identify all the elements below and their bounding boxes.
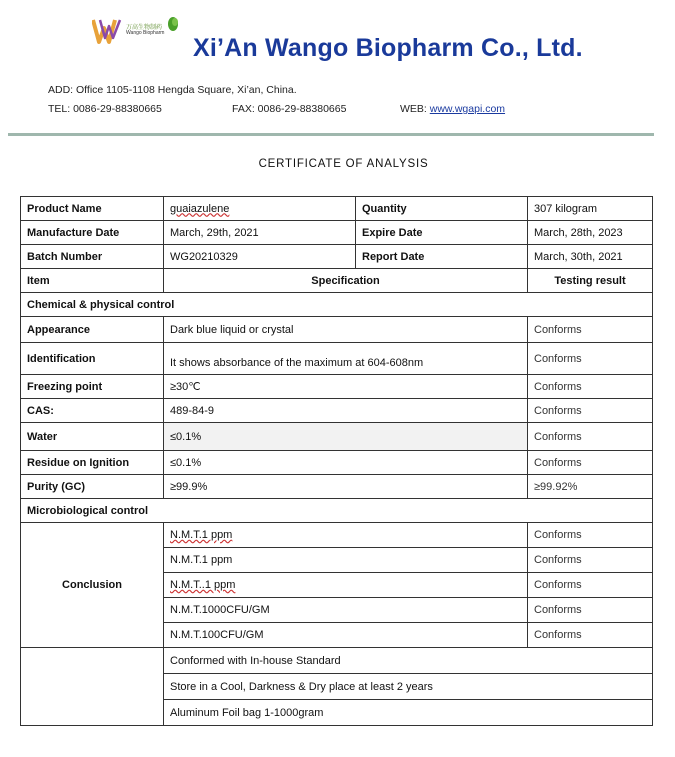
micro-spec: N.M.T..1 ppm	[164, 573, 528, 598]
product-name-label: Product Name	[21, 197, 164, 221]
appearance-spec: Dark blue liquid or crystal	[164, 317, 528, 343]
freezing-point-result: Conforms	[528, 375, 653, 399]
phone-number: TEL: 0086-29-88380665	[48, 103, 162, 115]
cas-result: Conforms	[528, 399, 653, 423]
micro-section-title: Microbiological control	[21, 499, 653, 523]
table-row	[21, 317, 653, 343]
water-label: Water	[21, 423, 164, 451]
certificate-title: CERTIFICATE OF ANALYSIS	[258, 158, 429, 170]
freezing-point-spec: ≥30℃	[164, 375, 528, 399]
water-result: Conforms	[528, 423, 653, 451]
table-row	[21, 423, 653, 451]
residue-on-ignition-result: Conforms	[528, 451, 653, 475]
packaging-note: Aluminum Foil bag 1-1000gram	[164, 700, 653, 726]
micro-result: Conforms	[528, 598, 653, 623]
conclusion-label: Conclusion	[21, 523, 164, 648]
micro-spec: N.M.T.1000CFU/GM	[164, 598, 528, 623]
purity-label: Purity (GC)	[21, 475, 164, 499]
quantity-label: Quantity	[356, 197, 528, 221]
table-row	[21, 700, 653, 726]
expire-date-label: Expire Date	[356, 221, 528, 245]
address-line: ADD: Office 1105-1108 Hengda Square, Xi’an, China.	[48, 84, 297, 96]
section-row	[21, 499, 653, 523]
company-logo	[92, 16, 182, 50]
appearance-label: Appearance	[21, 317, 164, 343]
residue-on-ignition-label: Residue on Ignition	[21, 451, 164, 475]
web-label: WEB:	[400, 103, 427, 115]
table-row	[21, 197, 653, 221]
expire-date-value: March, 28th, 2023	[528, 221, 653, 245]
table-row	[21, 399, 653, 423]
table-header-row	[21, 269, 653, 293]
micro-result: Conforms	[528, 573, 653, 598]
section-row	[21, 293, 653, 317]
manufacture-date-value: March, 29th, 2021	[164, 221, 356, 245]
quantity-value: 307 kilogram	[528, 197, 653, 221]
residue-on-ignition-spec: ≤0.1%	[164, 451, 528, 475]
identification-label: Identification	[21, 343, 164, 375]
cas-label: CAS:	[21, 399, 164, 423]
micro-result: Conforms	[528, 623, 653, 648]
micro-spec: N.M.T.1 ppm	[164, 523, 528, 548]
table-row	[21, 451, 653, 475]
cas-spec: 489-84-9	[164, 399, 528, 423]
company-name: Xi’An Wango Biopharm Co., Ltd.	[193, 34, 583, 62]
table-row	[21, 475, 653, 499]
storage-note: Store in a Cool, Darkness & Dry place at least 2 years	[164, 674, 653, 700]
chemical-section-title: Chemical & physical control	[21, 293, 653, 317]
micro-spec: N.M.T.100CFU/GM	[164, 623, 528, 648]
product-name-value: guaiazulene	[164, 197, 356, 221]
purity-spec: ≥99.9%	[164, 475, 528, 499]
blank-cell	[21, 648, 164, 674]
analysis-table	[20, 196, 653, 726]
appearance-result: Conforms	[528, 317, 653, 343]
identification-result: Conforms	[528, 343, 653, 375]
table-row	[21, 221, 653, 245]
batch-number-value: WG20210329	[164, 245, 356, 269]
website-link[interactable]: www.wgapi.com	[429, 103, 506, 115]
table-row	[21, 523, 653, 548]
batch-number-label: Batch Number	[21, 245, 164, 269]
identification-spec: It shows absorbance of the maximum at 604-608nm	[164, 343, 528, 375]
blank-cell	[21, 700, 164, 726]
specification-column-header: Specification	[164, 269, 528, 293]
micro-spec: N.M.T.1 ppm	[164, 548, 528, 573]
micro-result: Conforms	[528, 548, 653, 573]
report-date-label: Report Date	[356, 245, 528, 269]
item-column-header: Item	[21, 269, 164, 293]
table-row	[21, 245, 653, 269]
table-row	[21, 343, 653, 375]
manufacture-date-label: Manufacture Date	[21, 221, 164, 245]
website	[400, 103, 505, 115]
report-date-value: March, 30th, 2021	[528, 245, 653, 269]
purity-result: ≥99.92%	[528, 475, 653, 499]
header-divider	[8, 133, 654, 136]
logo-english-text: Wango Biopharm	[126, 30, 165, 36]
table-row	[21, 375, 653, 399]
logo-w-icon	[92, 16, 126, 46]
table-row	[21, 648, 653, 674]
micro-result: Conforms	[528, 523, 653, 548]
standard-note: Conformed with In-house Standard	[164, 648, 653, 674]
water-spec: ≤0.1%	[164, 423, 528, 451]
blank-cell	[21, 674, 164, 700]
result-column-header: Testing result	[528, 269, 653, 293]
fax-number: FAX: 0086-29-88380665	[232, 103, 347, 115]
table-row	[21, 674, 653, 700]
freezing-point-label: Freezing point	[21, 375, 164, 399]
logo-chinese-text: 万高生物制药	[126, 24, 163, 31]
leaf-icon	[166, 16, 180, 32]
